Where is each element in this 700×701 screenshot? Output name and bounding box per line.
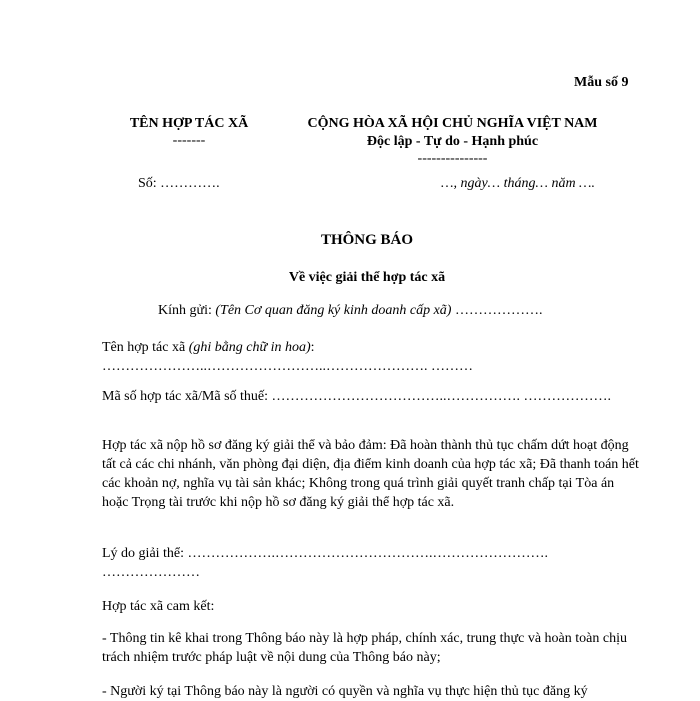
document-number: Số: …………. <box>138 176 220 191</box>
coop-name-divider: ------- <box>172 133 206 148</box>
recipient-label: Kính gửi: <box>158 303 216 318</box>
recipient-placeholder: (Tên Cơ quan đăng ký kinh doanh cấp xã) <box>215 303 452 318</box>
reason-field: Lý do giải thể: ……………….…………………………….……………………. ………………… <box>102 546 549 580</box>
document-title: THÔNG BÁO <box>320 232 414 248</box>
coop-name-dots: : …………………..……………………..…………………. ……… <box>102 340 473 374</box>
date-line: …, ngày… tháng… năm …. <box>441 176 596 191</box>
national-motto: Độc lập - Tự do - Hạnh phúc <box>366 134 539 149</box>
coop-name-heading: TÊN HỢP TÁC XÃ <box>129 116 249 131</box>
coop-name-label: Tên hợp tác xã <box>102 340 189 355</box>
form-number: Mẫu số 9 <box>574 75 629 90</box>
commitment-item-1: - Thông tin kê khai trong Thông báo này là hợp pháp, chính xác, trung thực và hoàn toàn chịu trách nhiệm trước pháp luật về nội dung của Thông báo này; <box>102 631 627 665</box>
recipient-line <box>158 303 542 319</box>
motto-divider: --------------- <box>417 151 488 166</box>
recipient-dots: ………………. <box>451 303 543 318</box>
coop-name-hint: (ghi bằng chữ in hoa) <box>188 340 311 355</box>
commitment-heading: Hợp tác xã cam kết: <box>102 599 215 614</box>
national-heading: CỘNG HÒA XÃ HỘI CHỦ NGHĨA VIỆT NAM <box>307 116 598 131</box>
tax-code-field: Mã số hợp tác xã/Mã số thuế: ………………………………..……………. ………………. <box>102 389 612 404</box>
assurance-paragraph: Hợp tác xã nộp hồ sơ đăng ký giải thể và bảo đảm: Đã hoàn thành thủ tục chấm dứt hoạt động tất cả các chi nhánh, văn phòng đại diện, địa điểm kinh doanh của hợp tác xã; Đã thanh toán hết các khoản nợ, nghĩa vụ tài sản khác; Không trong quá trình giải quyết tranh chấp tại Tòa án hoặc Trọng tài trước khi nộp hồ sơ đăng ký giải thể hợp tác xã. <box>102 438 639 510</box>
coop-name-field <box>102 338 640 376</box>
document-subtitle: Về việc giải thể hợp tác xã <box>288 270 446 285</box>
commitment-item-2: - Người ký tại Thông báo này là người có quyền và nghĩa vụ thực hiện thủ tục đăng ký <box>102 684 588 699</box>
